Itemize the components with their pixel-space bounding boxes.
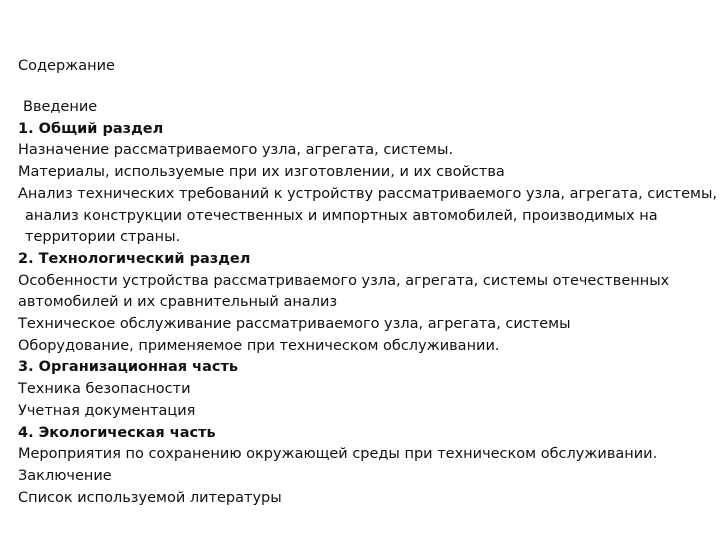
toc-item: Назначение рассматриваемого узла, агрегата, системы.: [18, 142, 454, 159]
toc-item: Материалы, используемые при их изготовлении, и их свойства: [18, 164, 505, 181]
page-title: Содержание: [18, 58, 115, 74]
table-of-contents: [18, 97, 718, 509]
toc-section-general: 1. Общий раздел: [18, 120, 164, 137]
toc-item-introduction: Введение: [23, 99, 98, 115]
toc-item-continuation: автомобилей и их сравнительный анализ: [18, 294, 338, 311]
toc-section-technological: 2. Технологический раздел: [18, 250, 251, 267]
toc-item: Особенности устройства рассматриваемого узла, агрегата, системы отечественных: [18, 272, 670, 289]
toc-section-ecological: 4. Экологическая часть: [18, 424, 216, 441]
toc-item: Мероприятия по сохранению окружающей среды при техническом обслуживании.: [18, 446, 658, 463]
toc-item-conclusion: Заключение: [18, 467, 112, 484]
toc-section-organizational: 3. Организационная часть: [18, 359, 239, 376]
toc-item: Учетная документация: [18, 402, 196, 419]
toc-item-continuation: территории страны.: [25, 229, 181, 246]
toc-item-continuation: анализ конструкции отечественных и импортных автомобилей, производимых на: [25, 207, 658, 224]
toc-item: Техника безопасности: [18, 381, 191, 398]
toc-item-references: Список используемой литературы: [18, 489, 282, 506]
toc-item: Анализ технических требований к устройству рассматриваемого узла, агрегата, системы,: [18, 185, 718, 202]
toc-item: Техническое обслуживание рассматриваемого узла, агрегата, системы: [18, 316, 571, 333]
toc-item: Оборудование, применяемое при техническом обслуживании.: [18, 337, 500, 354]
